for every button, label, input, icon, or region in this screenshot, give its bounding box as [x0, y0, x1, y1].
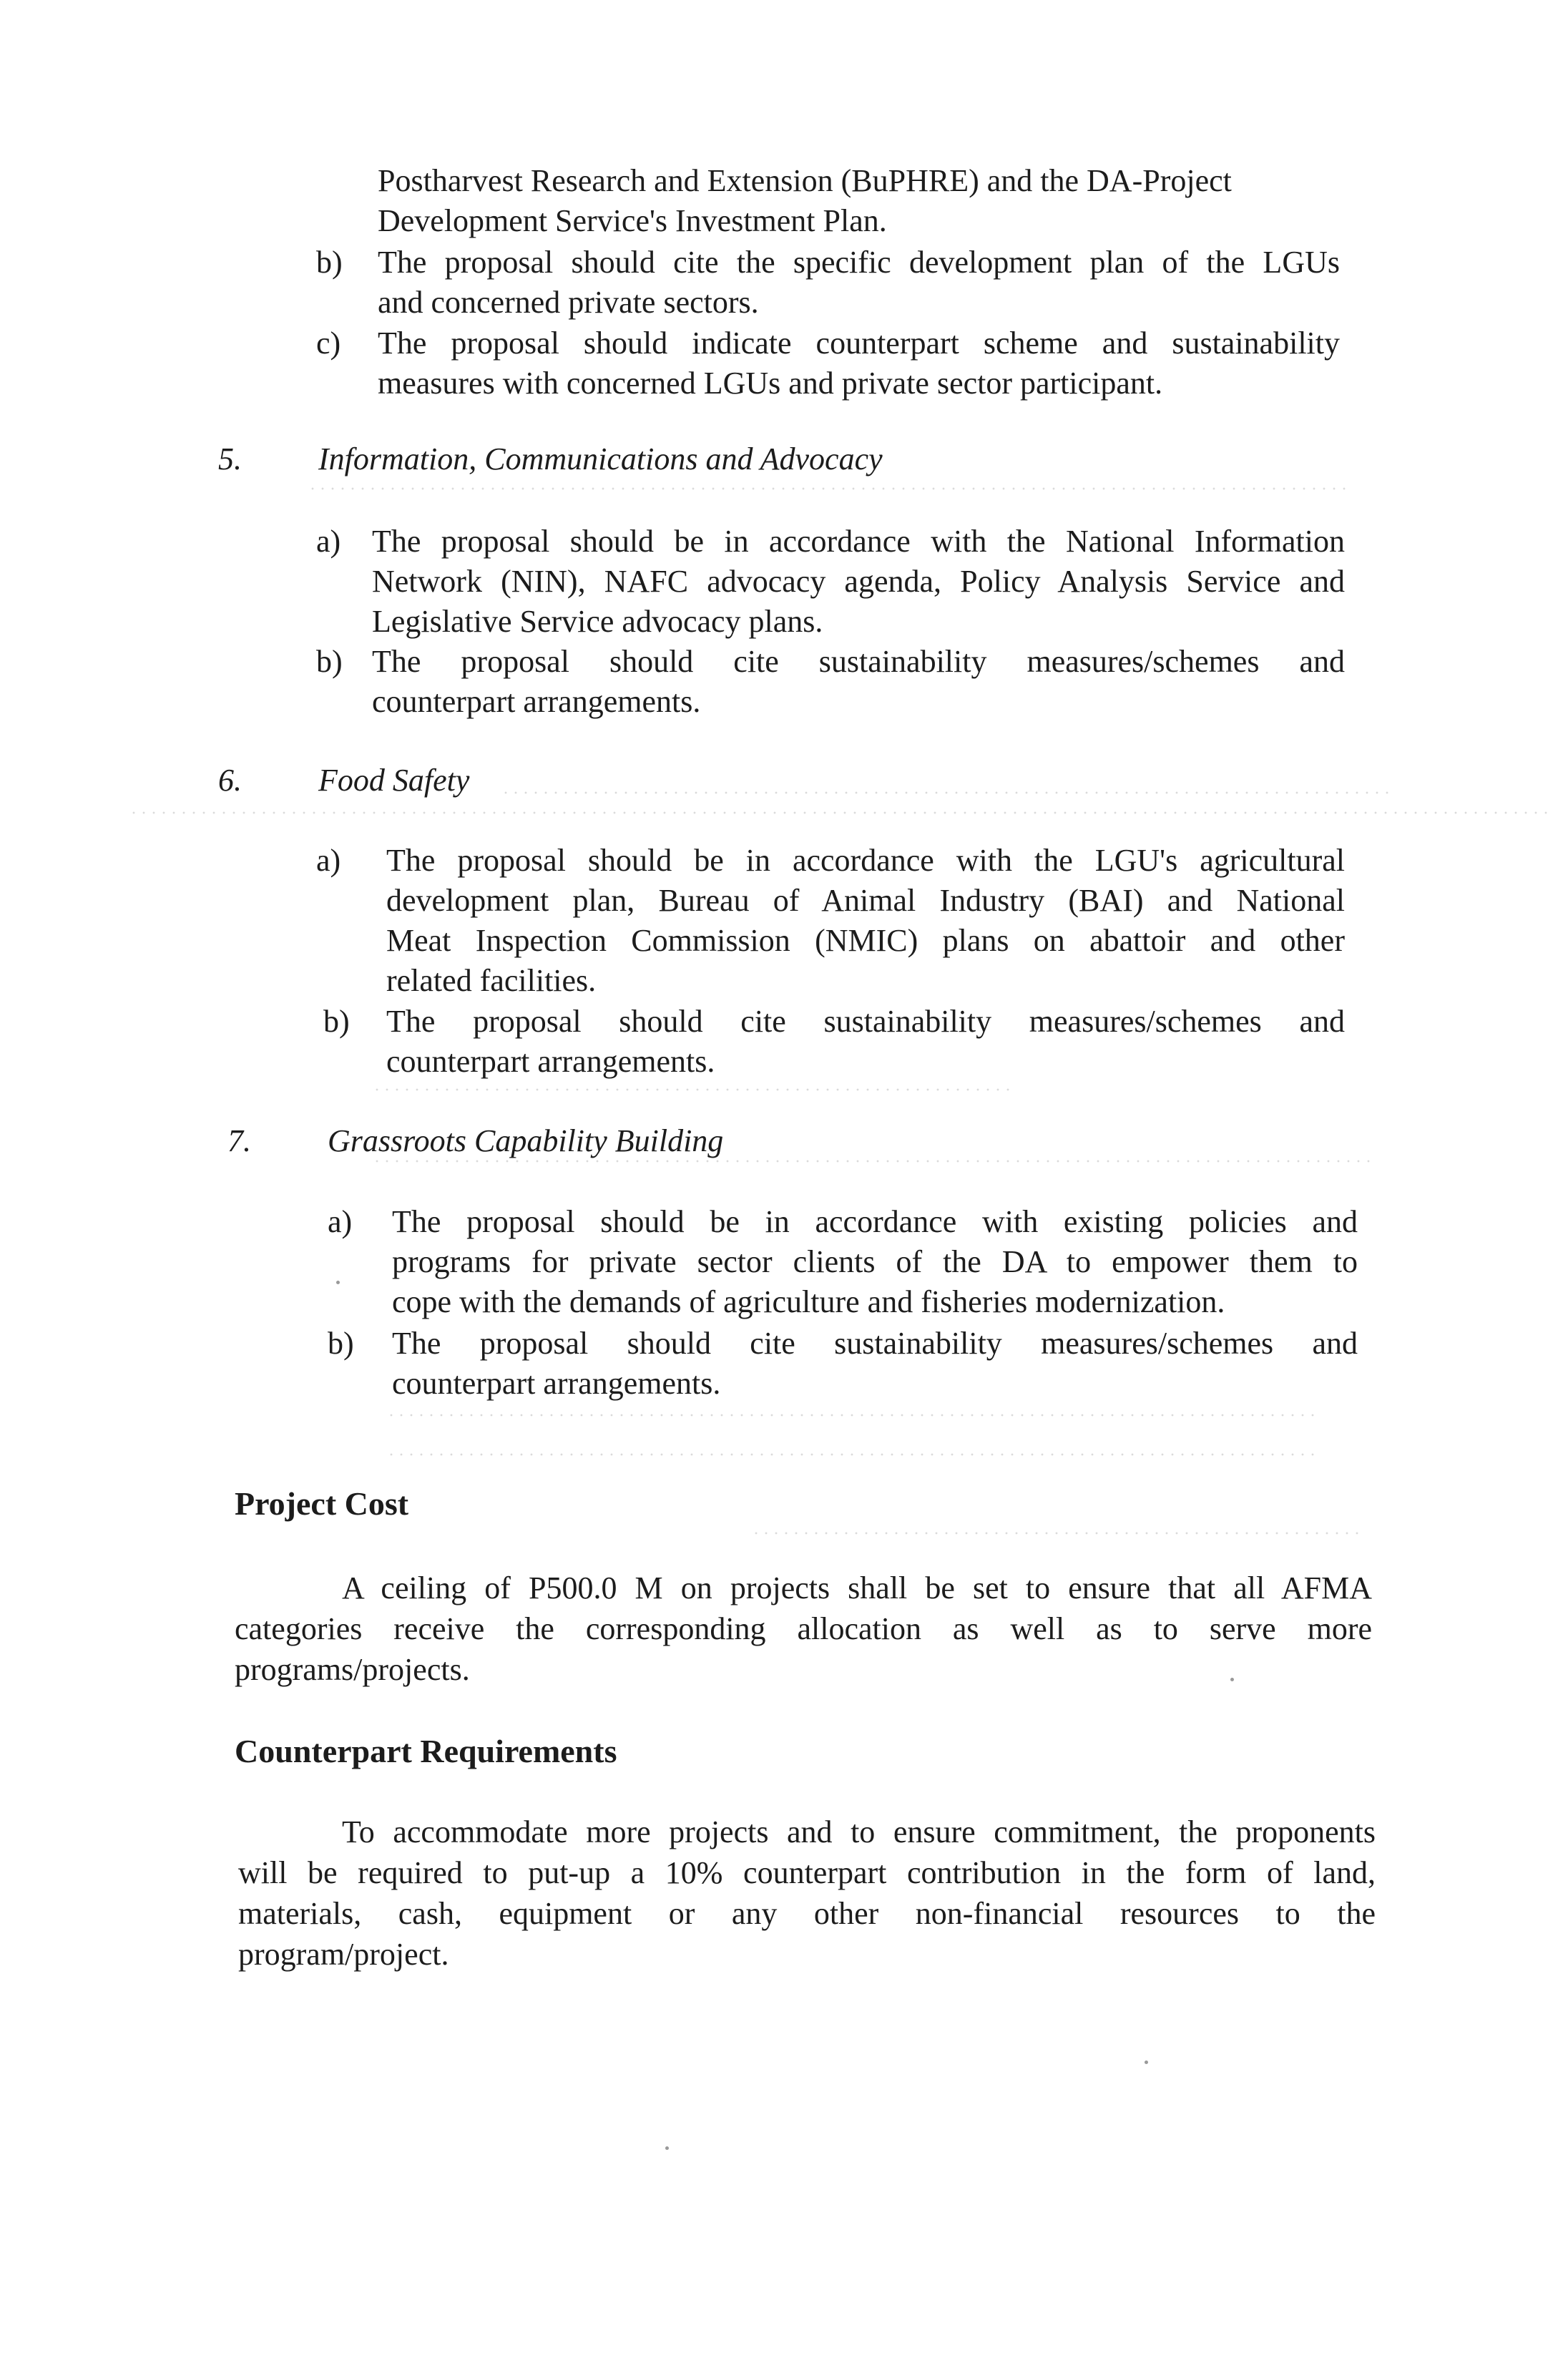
scan-noise [308, 487, 1352, 491]
counterpart-line-3: materials, cash, equipment or any other non-financial resources to the [238, 1896, 1376, 1931]
counterpart-heading: Counterpart Requirements [235, 1733, 617, 1769]
item-label: b) [316, 644, 343, 679]
project-cost-heading: Project Cost [235, 1485, 409, 1522]
item-b-line-2: counterpart arrangements. [386, 1044, 715, 1079]
counterpart-line-2: will be required to put-up a 10% counterpart contribution in the form of land, [238, 1855, 1376, 1890]
scan-noise [751, 1531, 1359, 1535]
scan-noise [386, 1452, 1316, 1457]
scan-noise [1230, 1678, 1234, 1681]
project-cost-line-2: categories receive the corresponding allocation as well as to serve more [235, 1611, 1372, 1646]
scan-noise [1145, 2061, 1148, 2064]
item-a-line-4: related facilities. [386, 963, 597, 998]
item-label: a) [328, 1204, 353, 1239]
item-b-line-2: and concerned private sectors. [378, 285, 759, 320]
item-a-line-3: Legislative Service advocacy plans. [372, 604, 823, 639]
section-title: Information, Communications and Advocacy [318, 441, 883, 476]
item-b-line-1: The proposal should cite sustainability measures/schemes and [372, 644, 1345, 679]
scan-noise [386, 1413, 1316, 1417]
section-number: 6. [218, 763, 242, 798]
counterpart-line-4: program/project. [238, 1937, 449, 1972]
item-a-line-3: Meat Inspection Commission (NMIC) plans on abattoir and other [386, 923, 1345, 958]
item-label: b) [316, 245, 343, 280]
project-cost-line-3: programs/projects. [235, 1652, 470, 1687]
item-b-line-1: The proposal should cite sustainability measures/schemes and [392, 1326, 1358, 1361]
scan-noise [129, 811, 1552, 815]
continuation-line-1: Postharvest Research and Extension (BuPHRE) and the DA-Project [378, 163, 1232, 198]
item-a-line-3: cope with the demands of agriculture and fisheries modernization. [392, 1284, 1225, 1319]
scan-noise [372, 1159, 1373, 1163]
item-b-line-1: The proposal should cite the specific development plan of the LGUs [378, 245, 1340, 280]
counterpart-line-1: To accommodate more projects and to ensure commitment, the proponents [342, 1814, 1376, 1849]
item-a-line-2: programs for private sector clients of the DA to empower them to [392, 1244, 1358, 1279]
project-cost-line-1: A ceiling of P500.0 M on projects shall be set to ensure that all AFMA [342, 1570, 1372, 1605]
scan-noise [372, 1087, 1016, 1092]
item-c-line-2: measures with concerned LGUs and private sector participant. [378, 366, 1163, 401]
item-label: a) [316, 524, 341, 559]
section-title: Food Safety [318, 763, 470, 798]
item-a-line-1: The proposal should be in accordance with existing policies and [392, 1204, 1358, 1239]
item-b-line-2: counterpart arrangements. [372, 684, 701, 719]
section-title: Grassroots Capability Building [328, 1123, 724, 1158]
item-b-line-1: The proposal should cite sustainability measures/schemes and [386, 1004, 1345, 1039]
continuation-line-2: Development Service's Investment Plan. [378, 203, 887, 238]
item-label: b) [328, 1326, 354, 1361]
scan-noise [501, 791, 1395, 795]
item-a-line-1: The proposal should be in accordance with the National Information [372, 524, 1345, 559]
scan-noise [336, 1281, 340, 1284]
scan-noise [665, 2146, 669, 2150]
item-a-line-1: The proposal should be in accordance with the LGU's agricultural [386, 843, 1345, 878]
item-label: b) [323, 1004, 350, 1039]
item-b-line-2: counterpart arrangements. [392, 1366, 721, 1401]
item-c-line-1: The proposal should indicate counterpart scheme and sustainability [378, 326, 1340, 361]
item-label: c) [316, 326, 341, 361]
item-a-line-2: Network (NIN), NAFC advocacy agenda, Policy Analysis Service and [372, 564, 1345, 599]
section-number: 7. [227, 1123, 251, 1158]
item-label: a) [316, 843, 341, 878]
section-number: 5. [218, 441, 242, 476]
item-a-line-2: development plan, Bureau of Animal Industry (BAI) and National [386, 883, 1345, 918]
